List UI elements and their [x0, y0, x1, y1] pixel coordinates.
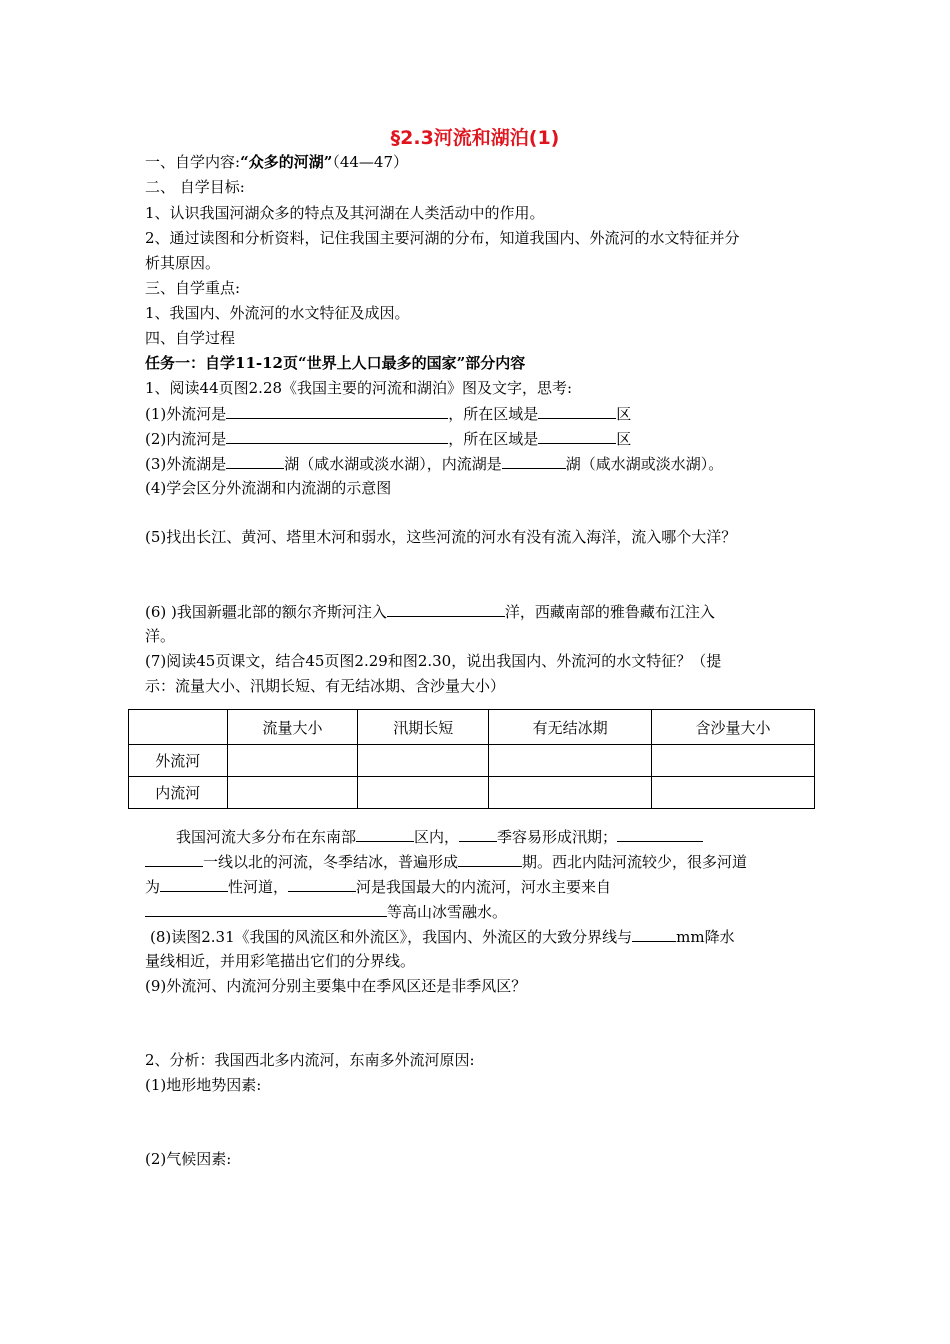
table-header-cell: 汛期长短 [358, 710, 489, 745]
question-1-6 [145, 601, 715, 622]
table-cell[interactable] [227, 777, 358, 809]
paragraph-line-3 [145, 876, 611, 897]
q1-3-text-2: 湖（咸水湖或淡水湖），内流湖是 [284, 455, 502, 473]
para-text: 河是我国最大的内流河，河水主要来自 [356, 878, 612, 896]
question-1-6-cont: 洋。 [145, 627, 176, 645]
answer-blank[interactable] [226, 428, 448, 444]
hydrology-table [128, 709, 815, 809]
question-1-7-line-1: (7)阅读45页课文，结合45页图2.29和图2.30，说出我国内、外流河的水文特征？（提 [145, 652, 722, 670]
para-text: 我国河流大多分布在东南部 [176, 828, 357, 846]
q1-2-text-3: 区 [616, 430, 632, 448]
para-text: 为 [145, 878, 161, 896]
table-cell[interactable] [227, 745, 358, 777]
question-2-intro: 2、分析：我国西北多内流河，东南多外流河原因: [145, 1051, 475, 1069]
q1-2-text-2: ，所在区域是 [448, 430, 539, 448]
question-1-intro: 1、阅读44页图2.28《我国主要的河流和湖泊》图及文字，思考: [145, 379, 573, 397]
q1-6-text: (6) )我国新疆北部的额尔齐斯河注入 [145, 603, 387, 621]
paragraph-line-4 [145, 901, 507, 922]
table-cell[interactable] [489, 745, 652, 777]
paragraph-line-2 [145, 851, 747, 872]
key-point-1: 1、我国内、外流河的水文特征及成因。 [145, 304, 410, 322]
q1-2-text: (2)内流河是 [145, 430, 227, 448]
q1-3-text: (3)外流湖是 [145, 455, 227, 473]
para-text: 季容易形成汛期； [497, 828, 618, 846]
section-3-label: 三、自学重点: [145, 279, 241, 297]
answer-blank[interactable] [145, 851, 203, 867]
q1-1-text-2: ，所在区域是 [448, 405, 539, 423]
answer-blank[interactable] [538, 403, 616, 419]
table-cell[interactable] [358, 745, 489, 777]
answer-blank[interactable] [288, 876, 356, 892]
q1-6-text-2: 洋，西藏南部的雅鲁藏布江注入 [504, 603, 715, 621]
para-text: 性河道， [228, 878, 289, 896]
table-cell[interactable] [489, 777, 652, 809]
paragraph-line-1 [176, 826, 703, 847]
table-cell[interactable] [358, 777, 489, 809]
question-1-2 [145, 428, 631, 449]
para-text: 期。西北内陆河流较少，很多河道 [522, 853, 748, 871]
q1-1-text: (1)外流河是 [145, 405, 227, 423]
question-2-2: (2)气候因素: [145, 1150, 232, 1168]
answer-blank[interactable] [617, 826, 703, 842]
q1-1-text-3: 区 [616, 405, 632, 423]
page-title: §2.3河流和湖泊(1) [390, 127, 560, 149]
answer-blank[interactable] [226, 403, 448, 419]
answer-blank[interactable] [160, 876, 228, 892]
question-2-1: (1)地形地势因素: [145, 1076, 262, 1094]
table-row-label: 内流河 [129, 777, 228, 809]
answer-blank[interactable] [632, 926, 676, 942]
table-header-cell: 有无结冰期 [489, 710, 652, 745]
question-1-8 [150, 926, 735, 947]
q1-8-text: (8)读图2.31《我国的风流区和外流区》，我国内、外流区的大致分界线与 [150, 928, 633, 946]
question-1-9: (9)外流河、内流河分别主要集中在季风区还是非季风区？ [145, 977, 527, 995]
answer-blank[interactable] [458, 851, 522, 867]
para-text: 等高山冰雪融水。 [387, 903, 508, 921]
table-header-cell [129, 710, 228, 745]
table-header-row [129, 710, 815, 745]
question-1-1 [145, 403, 631, 424]
question-1-3 [145, 453, 723, 474]
question-1-4: (4)学会区分外流湖和内流湖的示意图 [145, 479, 392, 497]
section-1-topic: “众多的河湖” [240, 153, 333, 171]
goal-2-line-2: 析其原因。 [145, 254, 221, 272]
task-1-heading: 任务一：自学11-12页“世界上人口最多的国家”部分内容 [145, 354, 526, 372]
table-row [129, 777, 815, 809]
question-1-7-line-2: 示：流量大小、汛期长短、有无结冰期、含沙量大小） [145, 677, 506, 695]
q1-3-text-3: 湖（咸水湖或淡水湖）。 [565, 455, 724, 473]
table-row-label: 外流河 [129, 745, 228, 777]
table-header-cell: 流量大小 [227, 710, 358, 745]
table-cell[interactable] [652, 745, 815, 777]
section-1-label: 一、自学内容: [145, 153, 241, 171]
para-text: 区内， [414, 828, 460, 846]
answer-blank[interactable] [538, 428, 616, 444]
section-1 [145, 152, 408, 172]
table-cell[interactable] [652, 777, 815, 809]
answer-blank[interactable] [226, 453, 284, 469]
question-1-5: (5)找出长江、黄河、塔里木河和弱水，这些河流的河水有没有流入海洋，流入哪个大洋？ [145, 528, 737, 546]
section-2-label: 二、 自学目标: [145, 178, 245, 196]
answer-blank[interactable] [459, 826, 497, 842]
section-4-label: 四、自学过程 [145, 329, 236, 347]
answer-blank[interactable] [356, 826, 414, 842]
goal-1: 1、认识我国河湖众多的特点及其河湖在人类活动中的作用。 [145, 204, 545, 222]
question-1-8-cont: 量线相近，并用彩笔描出它们的分界线。 [145, 952, 416, 970]
para-text: 一线以北的河流，冬季结冰，普遍形成 [203, 853, 459, 871]
answer-blank[interactable] [502, 453, 566, 469]
answer-blank[interactable] [145, 901, 387, 917]
q1-8-text-2: mm降水 [676, 928, 735, 946]
answer-blank[interactable] [387, 601, 505, 617]
section-1-pages: （44—47） [332, 153, 409, 171]
table-header-cell: 含沙量大小 [652, 710, 815, 745]
table-row [129, 745, 815, 777]
goal-2-line-1: 2、通过读图和分析资料，记住我国主要河湖的分布，知道我国内、外流河的水文特征并分 [145, 229, 740, 247]
